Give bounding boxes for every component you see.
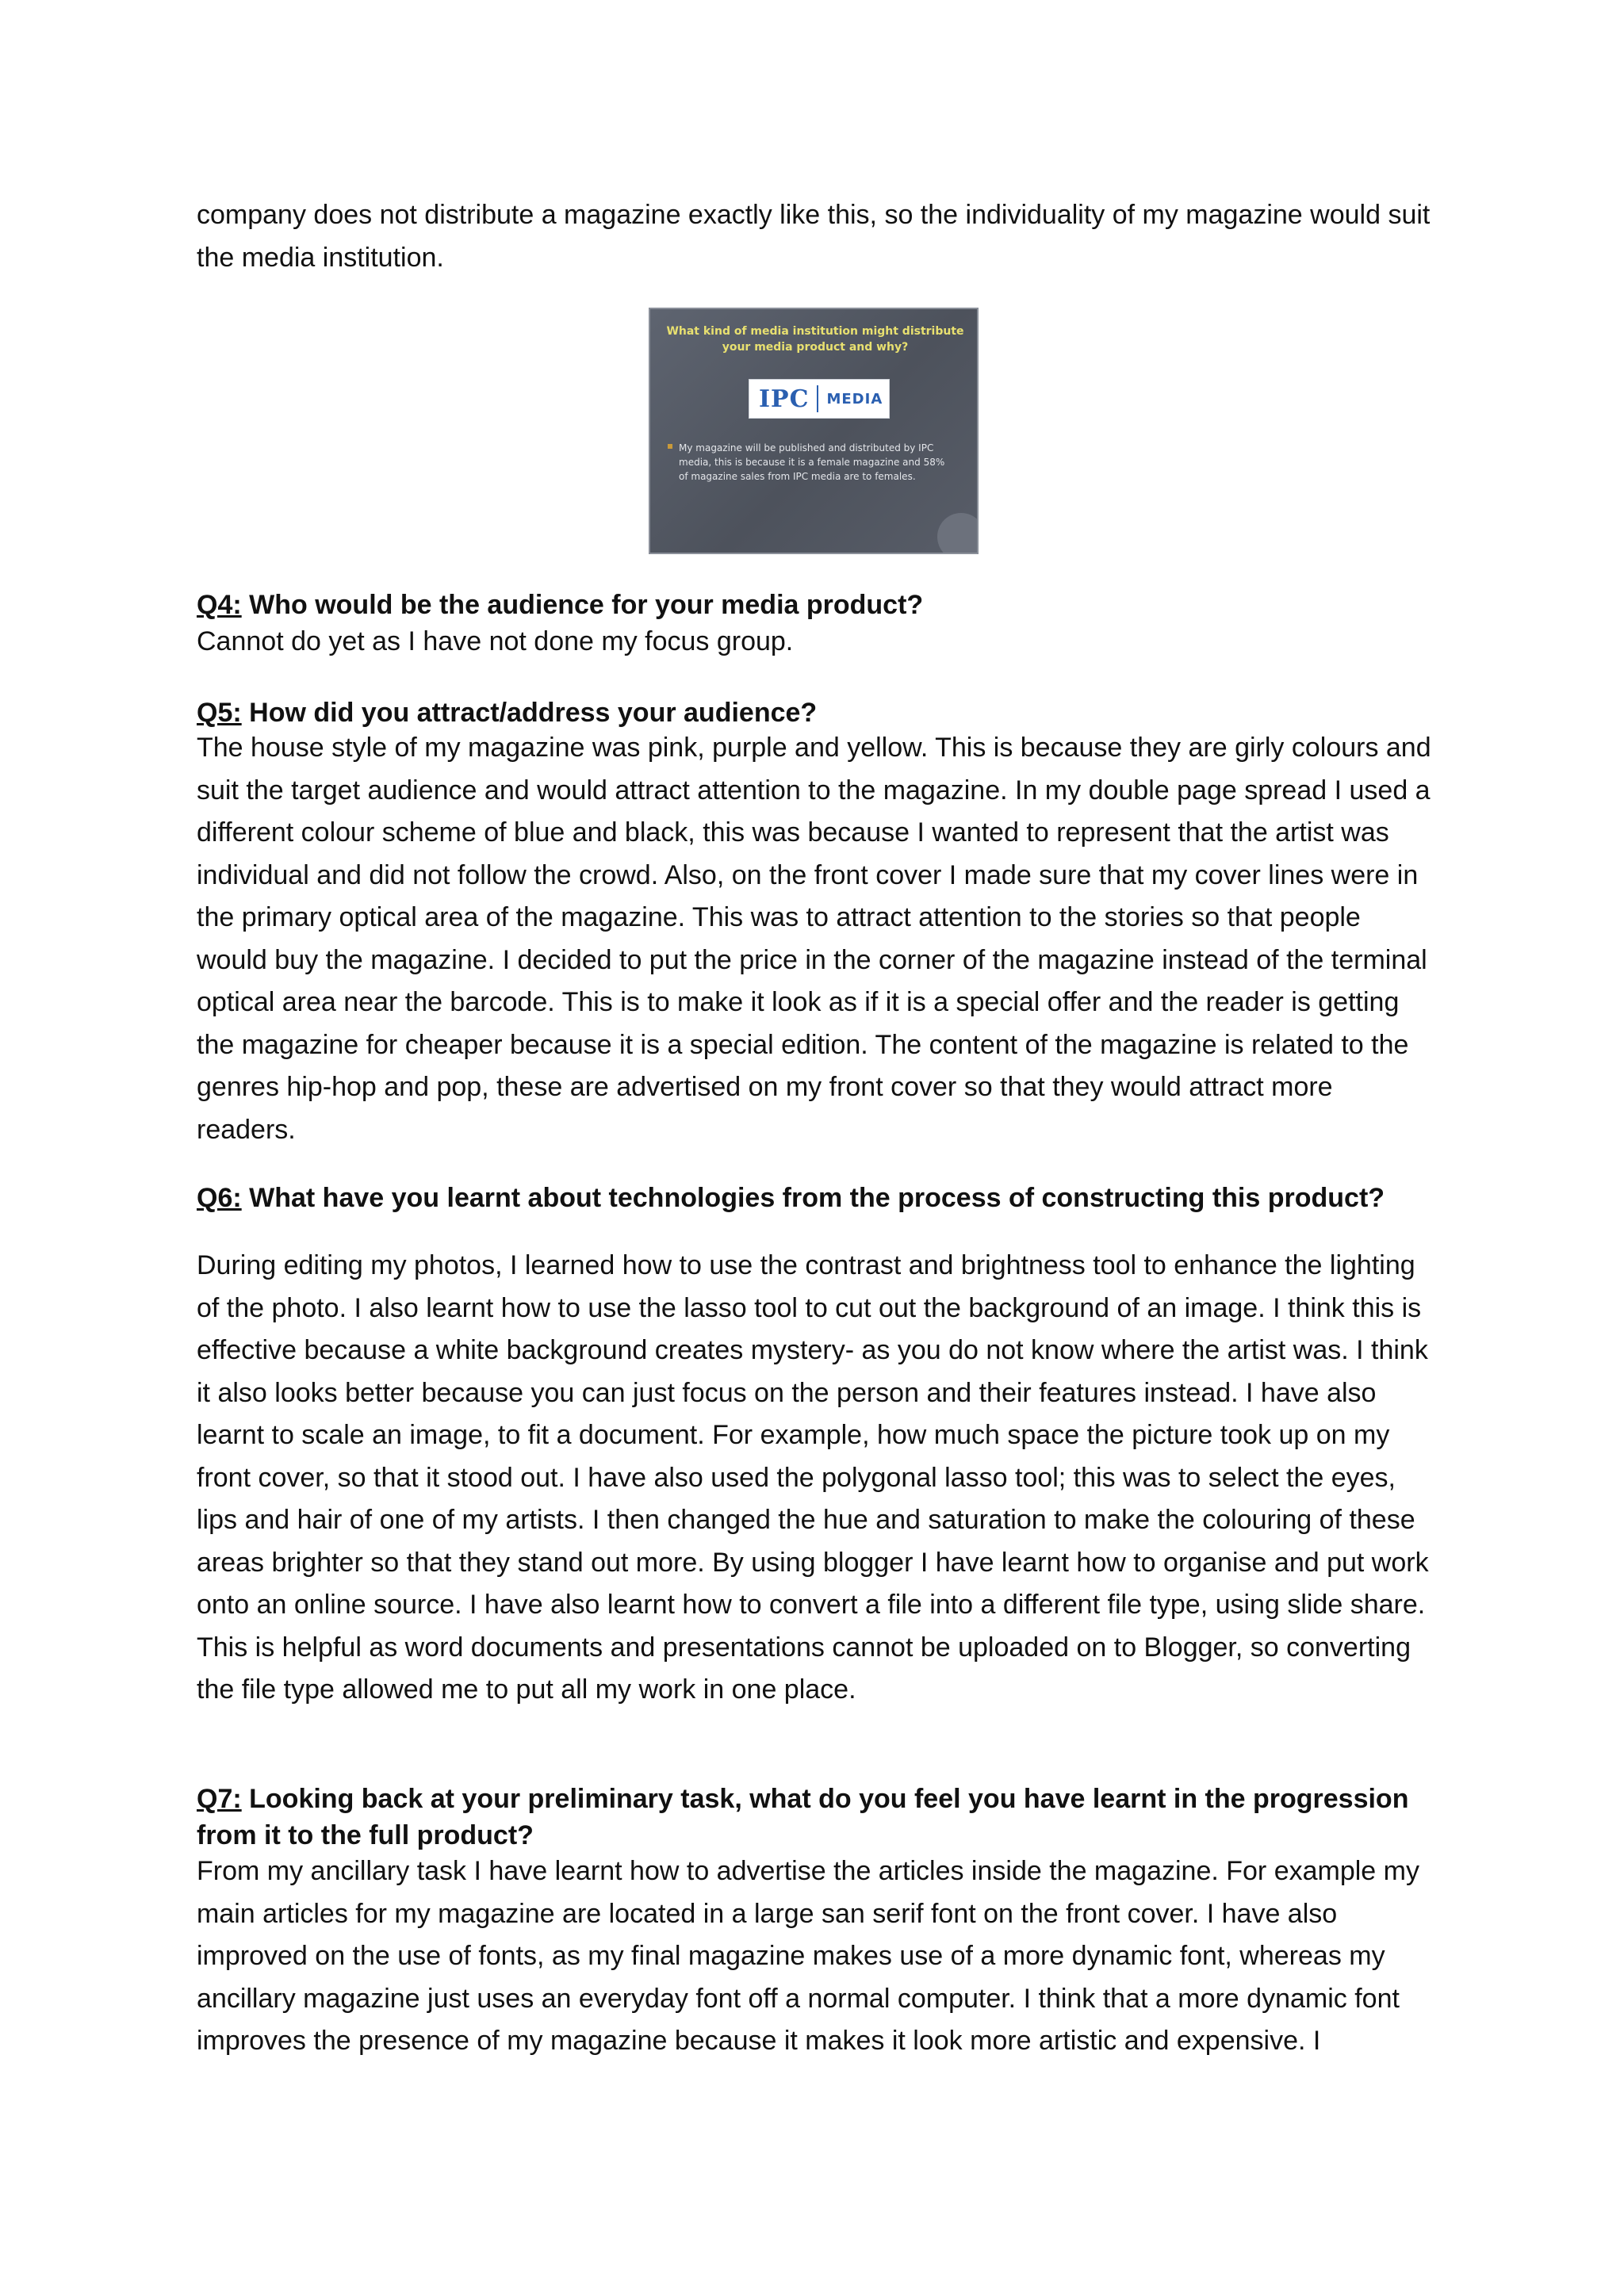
slide-title: What kind of media institution might distribute your media product and why? [666, 325, 964, 354]
q5-question: How did you attract/address your audience? [249, 698, 818, 728]
q4-question: Who would be the audience for your media product? [249, 590, 924, 620]
q6-question: What have you learnt about technologies from the process of constructing this product? [249, 1183, 1385, 1213]
q5-answer: The house style of my magazine was pink, purple and yellow. This is because they are girly colours and suit the target audience and would attract attention to the magazine. In my double page spread I used a different colour scheme of blue and black, this was because I wanted to represent that the artist was individual and did not follow the crowd. Also, on the front cover I made sure that my cover lines were in the primary optical area of the magazine. This was to attract attention to the stories so that people would buy the magazine. I decided to put the price in the corner of the magazine instead of the terminal optical area near the barcode. This is to make it look as if it is a special offer and the reader is getting the magazine for cheaper because it is a special edition. The content of the magazine is related to the genres hip-hop and pop, these are advertised on my front cover so that they would attract more readers. [197, 733, 1431, 1145]
q6-answer: During editing my photos, I learned how to use the contrast and brightness tool to enhance the lighting of the photo. I also learnt how to use the lasso tool to cut out the background of an image. I think this is effective because a white background creates mystery- as you do not know where the artist was. I think it also looks better because you can just focus on the person and their features instead. I have also learnt to scale an image, to fit a document. For example, how much space the picture took up on my front cover, so that it stood out. I have also used the polygonal lasso tool; this was to select the eyes, lips and hair of one of my artists. I then changed the hue and saturation to make the colouring of these areas brighter so that they stand out more. By using blogger I have learnt how to organise and put work onto an online source. I have also learnt how to convert a file into a different file type, using slide share. This is helpful as word documents and presentations cannot be uploaded on to Blogger, so converting the file type allowed me to put all my work in one place. [197, 1250, 1429, 1705]
q7-number: Q7: [197, 1784, 242, 1814]
q6-number: Q6: [197, 1183, 242, 1213]
q7-heading [197, 1781, 1434, 1854]
q5-number: Q5: [197, 698, 242, 728]
slide-corner-decoration [937, 513, 979, 554]
bullet-icon [668, 444, 672, 449]
q4-heading [197, 587, 1434, 623]
ipc-media-logo [749, 379, 890, 419]
logo-divider [817, 385, 818, 412]
q4-number: Q4: [197, 590, 242, 620]
q5-heading [197, 695, 1434, 731]
ipc-media-slide-image [649, 308, 979, 554]
q6-heading [197, 1180, 1434, 1216]
q4-answer: Cannot do yet as I have not done my focus group. [197, 626, 794, 656]
ipc-logo-text: IPC [759, 385, 810, 413]
ipc-logo-media: MEDIA [826, 390, 883, 408]
q7-question: Looking back at your preliminary task, what do you feel you have learnt in the progression from it to the full product? [197, 1784, 1409, 1850]
slide-body-text: My magazine will be published and distributed by IPC media, this is because it is a female magazine and 58% of magazine sales from IPC media are to females. [679, 442, 945, 482]
q7-answer: From my ancillary task I have learnt how to advertise the articles inside the magazine. For example my main articles for my magazine are located in a large san serif font on the front cover. I have also improved on the use of fonts, as my final magazine makes use of a more dynamic font, whereas my ancillary magazine just uses an everyday font off a normal computer. I think that a more dynamic font improves the presence of my magazine because it makes it look more artistic and expensive. I [197, 1856, 1419, 2056]
intro-paragraph: company does not distribute a magazine exactly like this, so the individuality of my magazine would suit the media institution. [197, 200, 1431, 273]
